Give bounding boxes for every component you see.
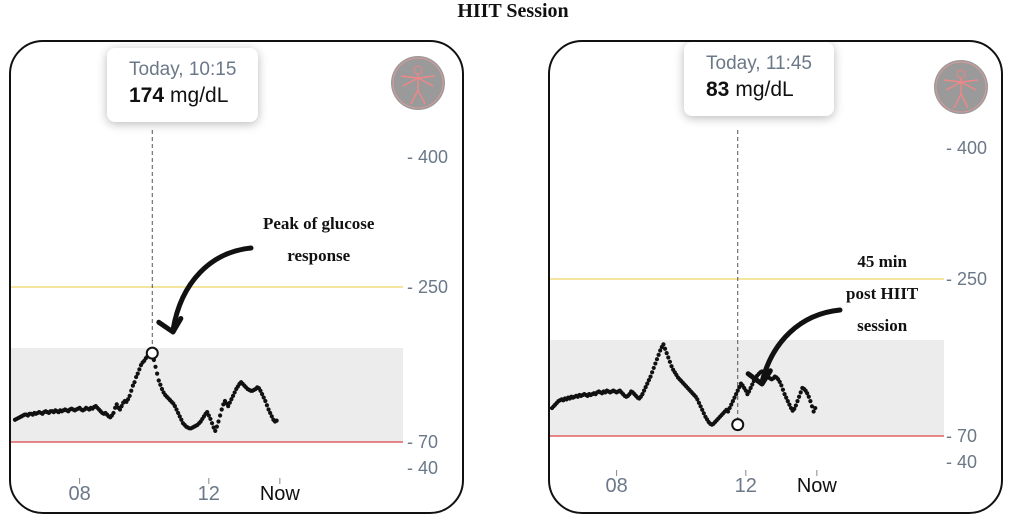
x-tick-label: 08 [68,483,91,505]
glucose-reading-dot [779,383,783,387]
reading-tooltip [684,42,834,116]
glucose-reading-dot [653,361,657,365]
highlighted-reading-marker[interactable] [147,348,158,359]
tooltip-value: 83 [706,78,730,101]
y-tick-label: - 400 [946,138,988,158]
x-tick-label: Now [259,483,300,505]
tooltip-unit: mg/dL [735,78,794,101]
glucose-reading-dot [648,375,652,379]
glucose-chart-panel-post [548,40,1003,514]
glucose-reading-dot [652,366,656,370]
glucose-reading-dot [158,383,162,387]
x-tick-label: Now [796,475,837,497]
glucose-reading-dot [153,365,157,369]
glucose-reading-dot [650,370,654,374]
glucose-reading-dot [797,395,801,399]
glucose-reading-dot [275,419,279,423]
annotation-text [846,246,918,342]
human-figure-icon[interactable] [934,60,988,114]
glucose-reading-dot [799,390,803,394]
x-tick-label: 08 [605,475,628,497]
glucose-reading-dot [111,411,115,415]
tooltip-date: Today, 10:15 [129,59,237,80]
glucose-reading-dot [128,394,132,398]
glucose-reading-dot [129,389,133,393]
glucose-reading-dot [795,399,799,403]
glucose-reading-dot [216,419,220,423]
glucose-reading-dot [137,367,141,371]
glucose-reading-dot [813,406,817,410]
x-axis [605,470,837,497]
y-tick-label: - 70 [407,432,439,452]
annotation-line-3: session [857,316,908,335]
glucose-reading-dot [661,342,665,346]
y-tick-label: - 250 [407,277,449,297]
tooltip-unit: mg/dL [170,84,229,107]
glucose-reading-dot [208,417,212,421]
glucose-reading-dot [666,355,670,359]
glucose-reading-dot [807,395,811,399]
glucose-reading-dot [808,399,812,403]
y-tick-label: - 40 [407,458,439,478]
glucose-reading-dot [218,413,222,417]
glucose-reading-dot [157,378,161,382]
glucose-reading-dot [265,403,269,407]
y-tick-label: - 70 [946,426,978,446]
y-axis [946,138,987,472]
glucose-reading-dot [132,380,136,384]
glucose-reading-dot [668,360,672,364]
annotation-line-1: 45 min [857,252,907,271]
y-tick-label: - 250 [946,269,988,289]
y-axis [407,147,448,478]
glucose-reading-dot [781,388,785,392]
glucose-reading-dot [656,353,660,357]
y-tick-label: - 40 [946,452,978,472]
glucose-reading-dot [213,429,217,433]
annotation-line-1: Peak of glucose [263,214,375,233]
glucose-reading-dot [155,372,159,376]
target-range-band [11,348,403,442]
annotation-arrow [173,248,251,330]
glucose-reading-dot [665,351,669,355]
glucose-reading-dot [663,347,667,351]
glucose-reading-dot [794,403,798,407]
glucose-reading-dot [210,421,214,425]
x-axis [68,478,300,505]
tooltip-value: 174 [129,84,165,107]
target-range-band [550,340,944,436]
y-tick-label: - 400 [407,147,449,167]
human-figure-icon[interactable] [391,56,445,110]
x-tick-label: 12 [197,483,220,505]
annotation-text [263,208,374,272]
highlighted-reading-marker[interactable] [732,419,743,430]
glucose-reading-dot [215,425,219,429]
page-title: HIIT Session [457,0,569,22]
glucose-reading-dot [655,357,659,361]
glucose-reading-dot [136,372,140,376]
tooltip-date: Today, 11:45 [706,53,812,74]
annotation-line-2: post HIIT [846,284,919,303]
glucose-reading-dot [220,407,224,411]
annotation-line-2: response [287,246,351,265]
glucose-chart-panel-peak [9,40,464,514]
reading-tooltip [107,48,258,122]
x-tick-label: 12 [734,475,757,497]
glucose-reading-dot [263,399,267,403]
